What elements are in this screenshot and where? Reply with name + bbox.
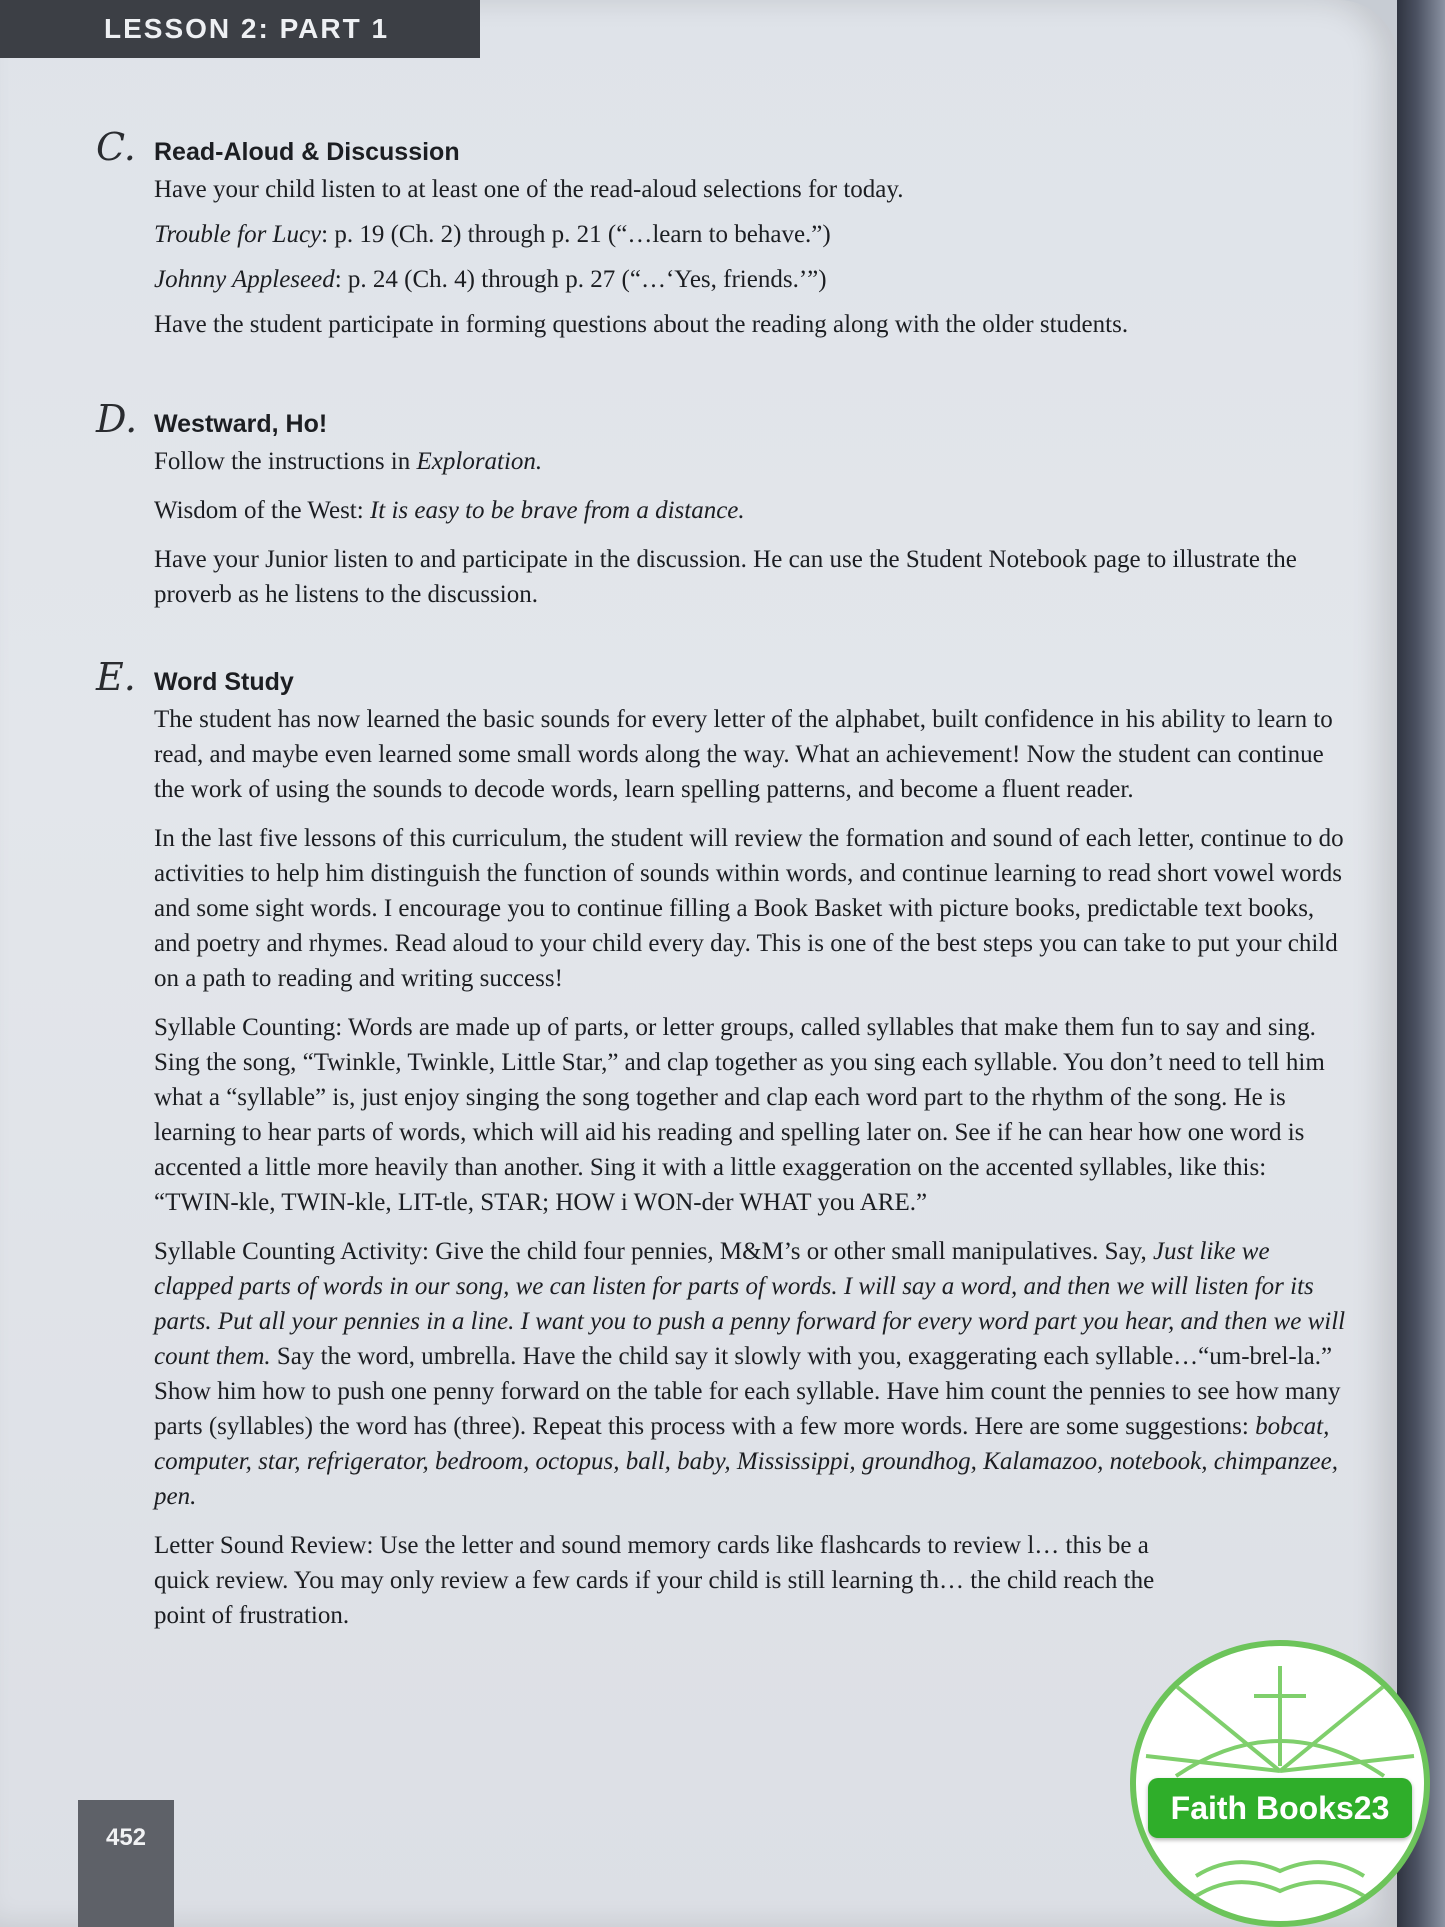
paragraph: In the last five lessons of this curriculum, the student will review the formation and sound of each letter, continue to do activities to help him distinguish the function of sounds within words, and continue learning to read short vowel words and some sight words. I encourage you to continue filling a Book Basket with picture books, predictable text books, and poetry and rhymes. Read aloud to your child every day. This is one of the best steps you can take to put your child on a path to reading and writing success! xyxy=(154,825,1344,992)
section-letter: E. xyxy=(96,655,136,699)
section-letter: C. xyxy=(96,125,136,169)
text-span: Syllable Counting Activity: Give the child four pennies, M&M’s or other small manipulatives. Say, xyxy=(154,1238,1153,1265)
watermark-label: Faith Books23 xyxy=(1148,1778,1412,1838)
section-title: Read-Aloud & Discussion xyxy=(154,138,460,166)
section-heading xyxy=(96,655,1346,700)
watermark-badge xyxy=(1130,1640,1430,1927)
section-heading xyxy=(96,397,1346,442)
text-span: : p. 19 (Ch. 2) through p. 21 (“…learn to behave.”) xyxy=(321,221,831,248)
text-span: Just like we clapped parts of words in our song, we can listen for parts of words. I will say a word, and then we will listen for its parts. Put all your pennies in a line. I want you to push a penny forward for every word part you hear, and then we will count them. xyxy=(154,1238,1346,1370)
lesson-header-tab xyxy=(0,0,480,58)
text-span: : p. 24 (Ch. 4) through p. 27 (“…‘Yes, friends.’”) xyxy=(334,266,827,293)
text-span: Wisdom of the West: xyxy=(154,497,370,524)
text-span: Say the word, umbrella. Have the child say it slowly with you, exaggerating each syllable…“um-brel-la.” Show him how to push one penny forward on the table for each syllable. Have him count the pennies to see how many parts (syllables) the word has (three). Repeat this process with a few more words. Here are some suggestions: xyxy=(154,1343,1341,1440)
word-list: bobcat, computer, star, refrigerator, bedroom, octopus, ball, baby, Mississippi, groundhog, Kalamazoo, notebook, chimpanzee, pen. xyxy=(154,1413,1338,1510)
section-read-aloud xyxy=(96,125,1346,342)
proverb: It is easy to be brave from a distance. xyxy=(369,497,745,524)
book-title: Trouble for Lucy xyxy=(154,221,322,248)
section-letter: D. xyxy=(96,397,138,441)
section-westward-ho xyxy=(96,397,1346,612)
paragraph xyxy=(154,262,1346,297)
section-word-study xyxy=(96,655,1346,1633)
text-span: Exploration. xyxy=(416,448,543,475)
text-span: Follow the instructions in xyxy=(154,448,417,475)
paragraph xyxy=(154,444,1346,479)
section-heading xyxy=(96,125,1346,170)
lesson-label: LESSON 2: PART 1 xyxy=(104,13,390,44)
paragraph xyxy=(154,217,1346,252)
paragraph xyxy=(154,493,1346,528)
page-number-tab xyxy=(78,1800,174,1927)
book-title: Johnny Appleseed xyxy=(154,266,335,293)
section-title: Westward, Ho! xyxy=(154,410,328,438)
paragraph: Syllable Counting: Words are made up of parts, or letter groups, called syllables that make them fun to say and sing. Sing the song, “Twinkle, Twinkle, Little Star,” and clap together as you sing each syllable. You don’t need to tell him what a “syllable” is, just enjoy singing the song together and clap each word part to the rhythm of the song. He is learning to hear parts of words, which will aid his reading and spelling later on. See if he can hear how one word is accented a little more heavily than another. Sing it with a little exaggeration on the accented syllables, like this: “TWIN-kle, TWIN-kle, LIT-tle, STAR; HOW i WON-der WHAT you ARE.” xyxy=(154,1014,1325,1216)
paragraph xyxy=(154,1234,1346,1514)
page-content xyxy=(96,125,1346,1693)
page-number: 452 xyxy=(105,1824,147,1851)
section-title: Word Study xyxy=(154,668,294,696)
book-spine-edge xyxy=(1397,0,1445,1927)
paragraph: Letter Sound Review: Use the letter and sound memory cards like flashcards to review l… this be a quick review. You may only review a few cards if your child is still learning th… the child reach the point of frustration. xyxy=(154,1532,1155,1629)
paragraph: Have your child listen to at least one of the read-aloud selections for today. xyxy=(154,176,904,203)
paragraph: The student has now learned the basic sounds for every letter of the alphabet, built confidence in his ability to learn to read, and maybe even learned some small words along the way. What an achievement! Now the student can continue the work of using the sounds to decode words, learn spelling patterns, and become a fluent reader. xyxy=(154,706,1333,803)
paragraph: Have your Junior listen to and participate in the discussion. He can use the Student Notebook page to illustrate the proverb as he listens to the discussion. xyxy=(154,546,1297,608)
paragraph: Have the student participate in forming questions about the reading along with the older students. xyxy=(154,311,1129,338)
